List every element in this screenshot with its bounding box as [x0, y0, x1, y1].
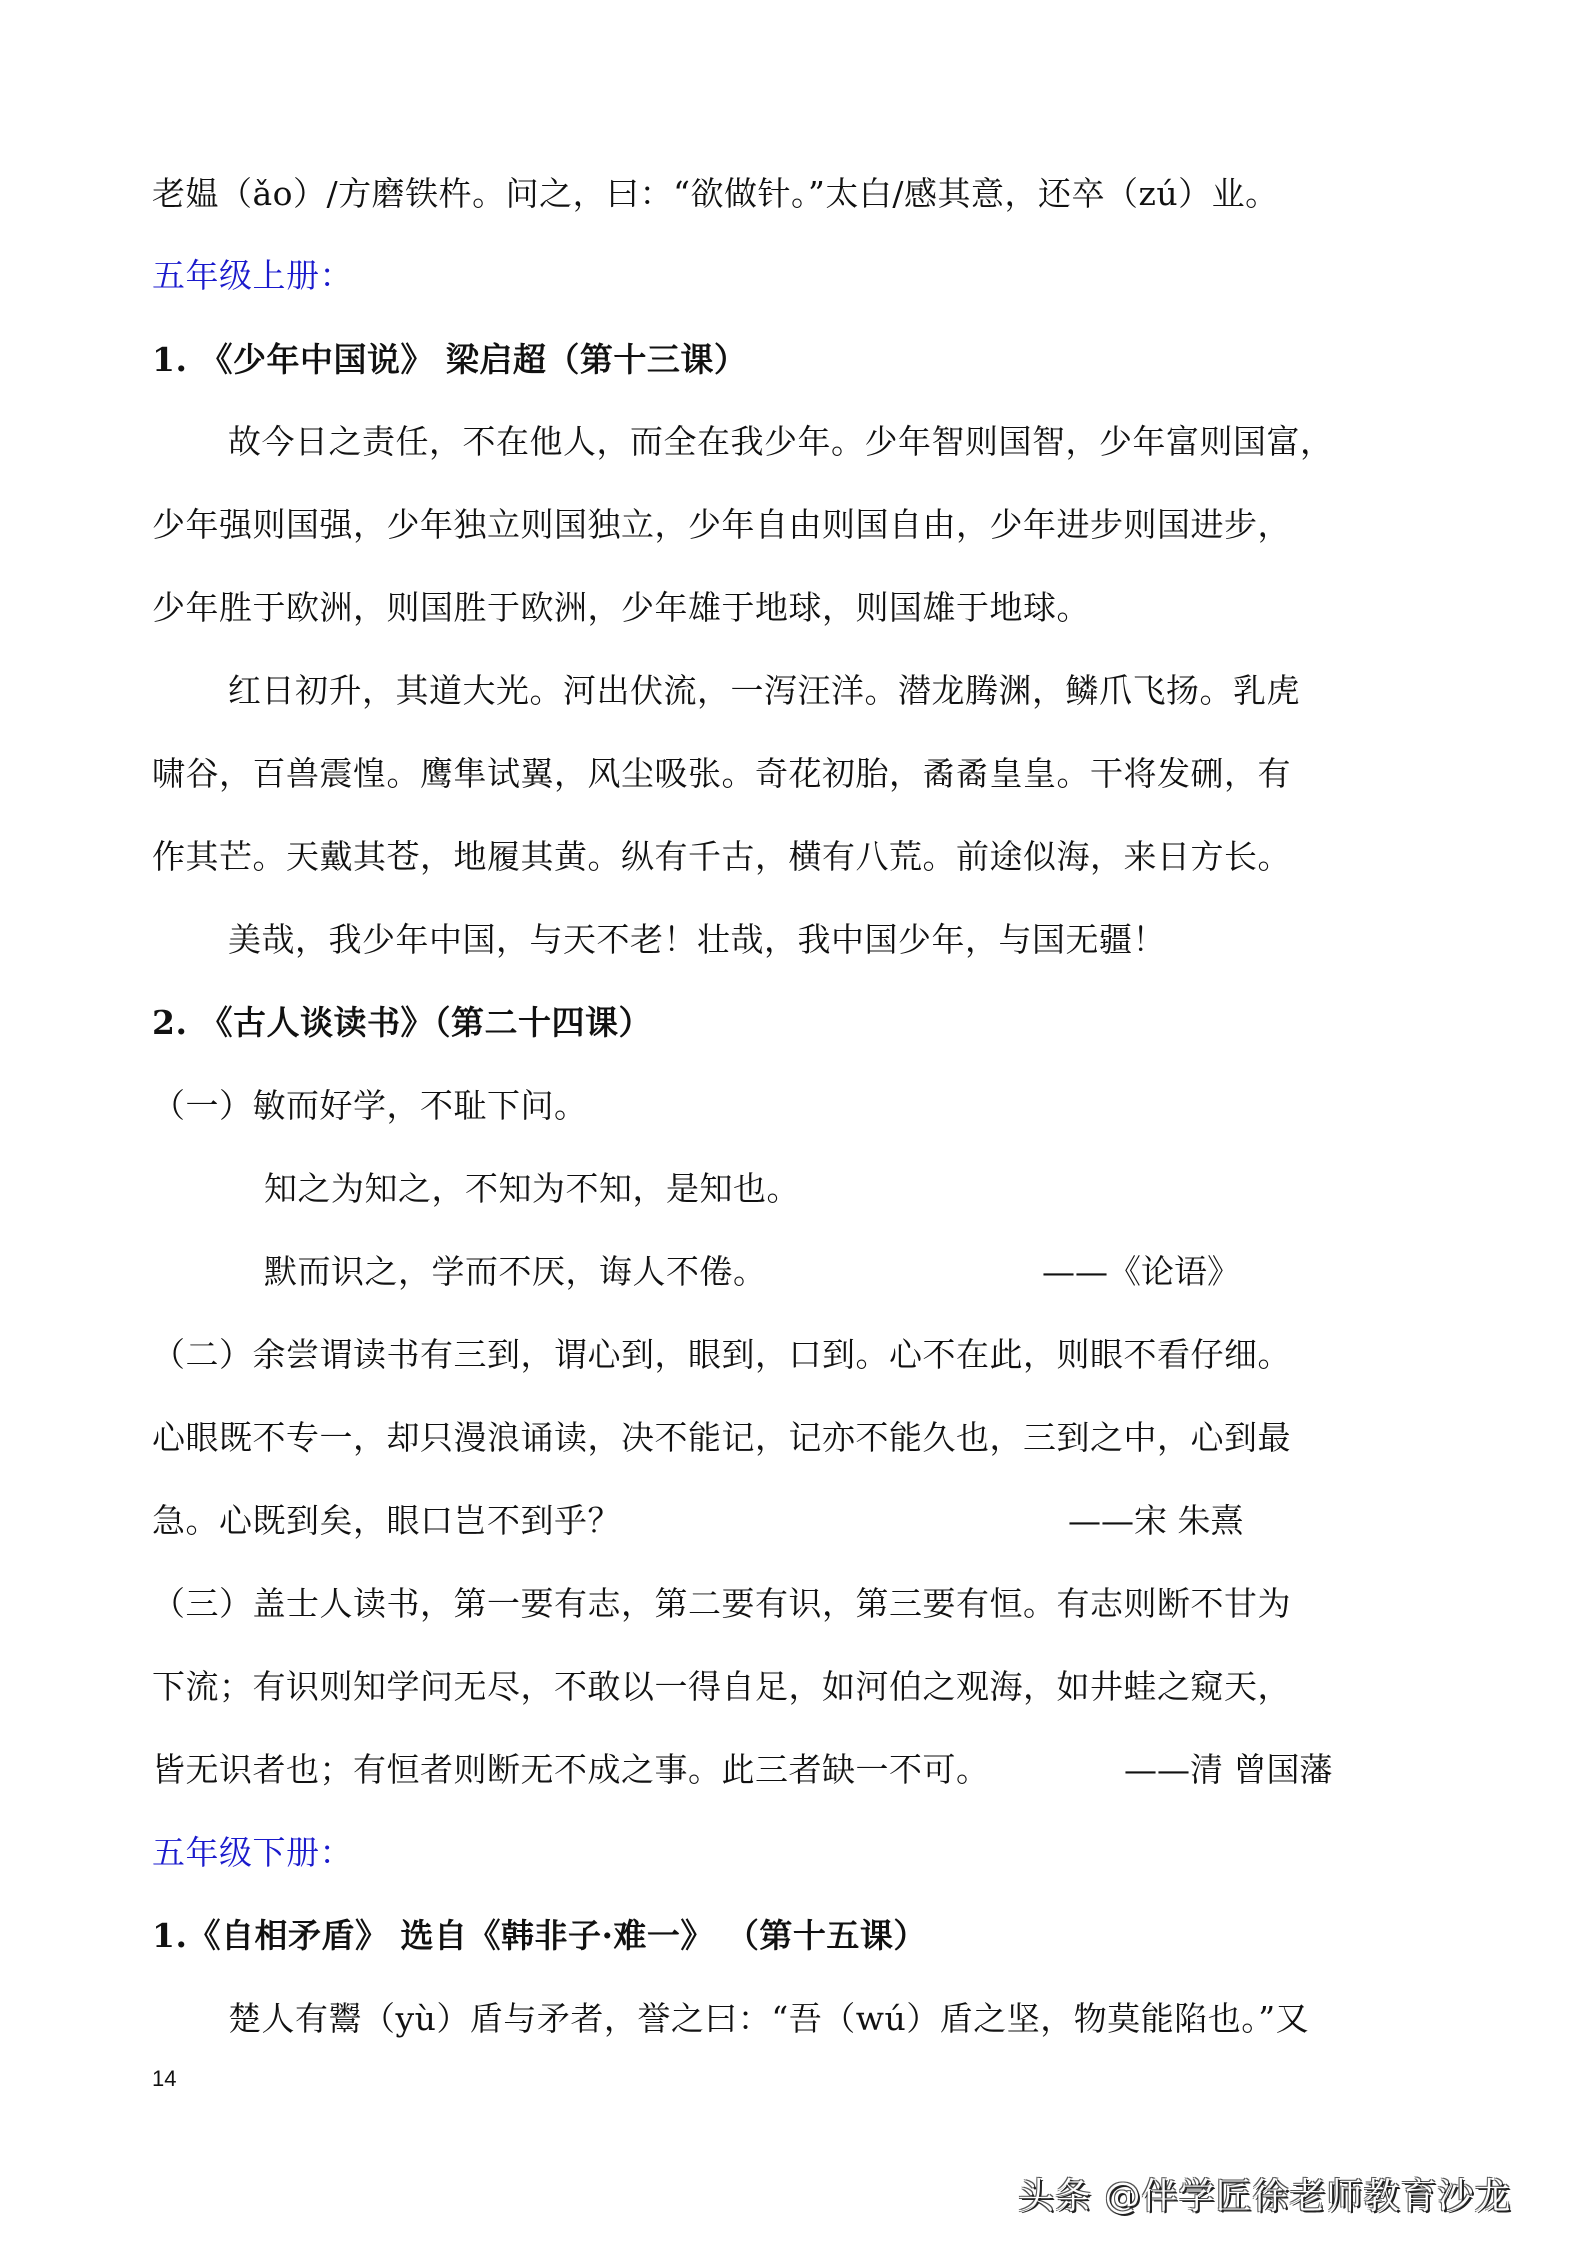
body-line: 少年胜于欧洲，则国胜于欧洲，少年雄于地球，则国雄于地球。 [152, 588, 1090, 627]
attribution-zeng-guofan: ——清 曾国藩 [1124, 1750, 1333, 1789]
subsection-two: （二）余尝谓读书有三到，谓心到，眼到，口到。心不在此，则眼不看仔细。 [152, 1335, 1291, 1374]
section-heading-grade5-vol2: 五年级下册： [152, 1833, 353, 1872]
page-number: 14 [152, 2066, 177, 2091]
watermark: 头条 @伴学匠徐老师教育沙龙 [1018, 2176, 1512, 2217]
attribution-zhuxi: ——宋 朱熹 [1068, 1501, 1244, 1540]
body-line: 红日初升，其道大光。河出伏流，一泻汪洋。潜龙腾渊，鳞爪飞扬。乳虎 [228, 671, 1300, 710]
body-line: 美哉，我少年中国，与天不老！壮哉，我中国少年，与国无疆！ [228, 920, 1166, 959]
lesson-title-shaonian-zhongguo-shuo: 1. 《少年中国说》 梁启超（第十三课） [152, 340, 748, 379]
body-line-li-bai-ending: 老媪（ǎo）/方磨铁杵。问之，曰：“欲做针。”太白/感其意，还卒（zú）业。 [152, 174, 1279, 213]
lesson-title-guren-tan-dushu: 2. 《古人谈读书》（第二十四课） [152, 1003, 652, 1042]
quote-line: 知之为知之，不知为不知，是知也。 [264, 1169, 800, 1208]
body-line: 啸谷，百兽震惶。鹰隼试翼，风尘吸张。奇花初胎，矞矞皇皇。干将发硎，有 [152, 754, 1291, 793]
body-line: 楚人有鬻（yù）盾与矛者，誉之曰：“吾（wú）盾之坚，物莫能陷也。”又 [228, 1999, 1310, 2038]
section-heading-grade5-vol1: 五年级上册： [152, 256, 353, 295]
quote-line: 默而识之，学而不厌，诲人不倦。 [264, 1252, 767, 1291]
body-line: 故今日之责任，不在他人，而全在我少年。少年智则国智，少年富则国富， [228, 422, 1334, 461]
subsection-one: （一）敏而好学，不耻下问。 [152, 1086, 588, 1125]
body-line: 作其芒。天戴其苍，地履其黄。纵有千古，横有八荒。前途似海，来日方长。 [152, 837, 1291, 876]
body-line: 少年强则国强，少年独立则国独立，少年自由则国自由，少年进步则国进步， [152, 505, 1291, 544]
subsection-three: （三）盖士人读书，第一要有志，第二要有识，第三要有恒。有志则断不甘为 [152, 1584, 1291, 1623]
body-line: 下流；有识则知学问无尽，不敢以一得自足，如河伯之观海，如井蛙之窥天， [152, 1667, 1291, 1706]
body-line: 心眼既不专一，却只漫浪诵读，决不能记，记亦不能久也，三到之中，心到最 [152, 1418, 1291, 1457]
attribution-lunyu: ——《论语》 [1042, 1252, 1240, 1291]
body-line: 皆无识者也；有恒者则断无不成之事。此三者缺一不可。 [152, 1750, 990, 1789]
body-line: 急。心既到矣，眼口岂不到乎？ [152, 1501, 621, 1540]
lesson-title-zixiang-maodun: 1.《自相矛盾》 选自《韩非子·难一》 （第十五课） [152, 1916, 927, 1955]
